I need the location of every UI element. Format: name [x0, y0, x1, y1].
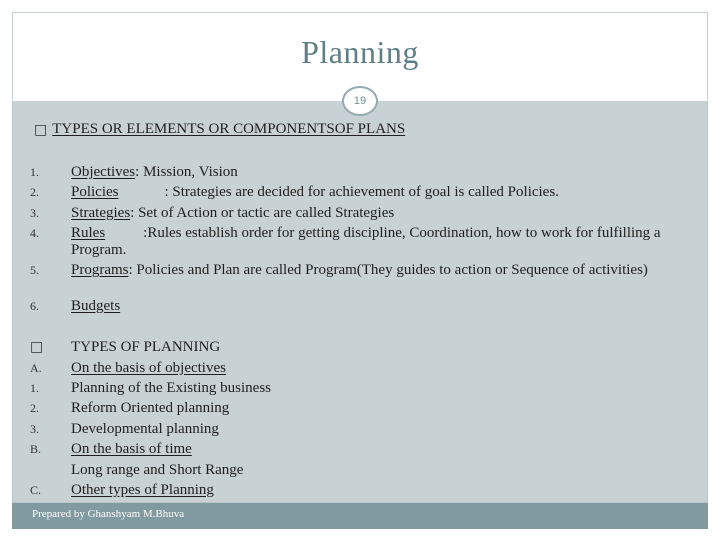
list-number: 1.: [30, 381, 39, 395]
list-text: [71, 205, 691, 222]
list-marker: C.: [30, 483, 42, 497]
list-marker: B.: [30, 442, 42, 456]
term-detail: : Policies and Plan are called Program(They guides to action or Sequence of activities): [128, 262, 648, 278]
term-detail: :Rules establish order for getting discipline, Coordination, how to work for fulfilling a Program.: [71, 225, 661, 258]
footer-text: Prepared by Ghanshyam M.Bhuva: [32, 508, 185, 520]
term-programs: Programs: [71, 262, 129, 278]
term-strategies: Strategies: [71, 205, 131, 221]
list-number: 3.: [30, 422, 39, 436]
section-b-detail: Long range and Short Range: [71, 462, 244, 478]
list-text: [71, 184, 691, 201]
box-icon: □: [34, 121, 48, 138]
box-icon: □: [30, 339, 44, 355]
term-policies: Policies: [71, 184, 119, 200]
list-text: [71, 298, 691, 315]
section-a-text: On the basis of objectives: [71, 360, 226, 376]
list-number: 2.: [30, 185, 39, 199]
term-budgets: Budgets: [71, 298, 121, 314]
section-c-text: Other types of Planning: [71, 482, 214, 498]
list-marker: A.: [30, 361, 42, 375]
list-text: [71, 164, 691, 181]
list-text: [71, 262, 691, 279]
list-text: Developmental planning: [71, 421, 219, 437]
slide-title: Planning: [301, 34, 419, 70]
term-objectives: Objectives: [71, 164, 136, 180]
term-detail: : Mission, Vision: [135, 164, 238, 180]
term-detail: : Strategies are decided for achievement of goal is called Policies.: [164, 184, 559, 200]
term-rules: Rules: [71, 225, 106, 241]
section-b-text: On the basis of time: [71, 441, 192, 457]
list-text: Reform Oriented planning: [71, 400, 230, 416]
list-text: Planning of the Existing business: [71, 380, 271, 396]
term-detail: : Set of Action or tactic are called Strategies: [130, 205, 395, 221]
list-number: 5.: [30, 263, 39, 277]
types-heading: TYPES OF PLANNING: [71, 339, 221, 355]
list-text: [71, 225, 691, 259]
page-number: 19: [353, 95, 367, 107]
list-number: 1.: [30, 165, 39, 179]
list-number: 3.: [30, 206, 39, 220]
list-number: 4.: [30, 226, 39, 240]
list-number: 6.: [30, 299, 39, 313]
heading-text: TYPES OR ELEMENTS OR COMPONENTSOF PLANS: [52, 121, 406, 137]
list-number: 2.: [30, 401, 39, 415]
